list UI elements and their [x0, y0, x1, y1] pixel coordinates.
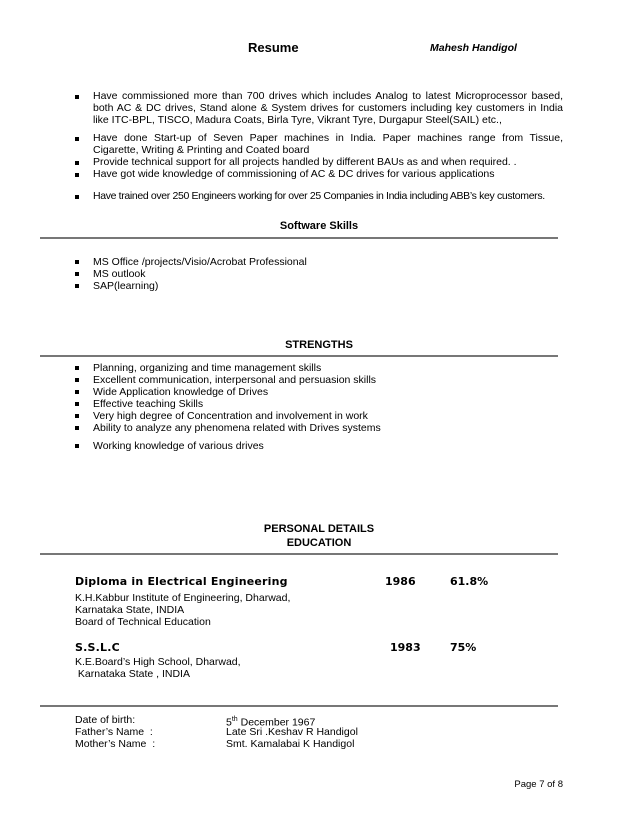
- bullet-icon: [75, 444, 79, 448]
- strengths-heading: STRENGTHS: [285, 339, 353, 351]
- bullet-icon: [75, 284, 79, 288]
- strengths-list: [75, 362, 555, 452]
- page-number: Page 7 of 8: [514, 779, 563, 790]
- mother-label: Mother’s Name :: [75, 738, 156, 750]
- dob-label: Date of birth:: [75, 714, 136, 726]
- list-item: Have trained over 250 Engineers working for over 25 Companies in India including ABB’s key customers.: [75, 190, 563, 202]
- list-item: Working knowledge of various drives: [75, 440, 555, 452]
- education-heading: EDUCATION: [286, 537, 352, 549]
- list-item: Have done Start-up of Seven Paper machines in India. Paper machines range from Tissue, Cigarette, Writing & Printing and Coated board: [75, 132, 563, 156]
- education-detail: Board of Technical Education: [75, 616, 211, 628]
- bullet-icon: [75, 272, 79, 276]
- education-detail: Karnataka State , INDIA: [75, 668, 190, 680]
- list-item: Excellent communication, interpersonal and persuasion skills: [75, 374, 555, 386]
- bullet-icon: [75, 402, 79, 406]
- list-item: Have commissioned more than 700 drives which includes Analog to latest Microprocessor based, both AC & DC drives, Stand alone & System drives for customers including key customers in India like ITC-BPL, TISCO, Madura Coats, Birla Tyre, Vikrant Tyre, Durgapur Steel(SAIL) etc.,: [75, 90, 563, 126]
- bullet-icon: [75, 366, 79, 370]
- section-divider: [40, 705, 558, 707]
- list-item: MS outlook: [75, 268, 555, 280]
- education-detail: K.H.Kabbur Institute of Engineering, Dharwad,: [75, 592, 291, 604]
- list-item: SAP(learning): [75, 280, 555, 292]
- father-value: Late Sri .Keshav R Handigol: [226, 726, 358, 738]
- bullet-icon: [75, 95, 79, 99]
- section-divider: [40, 355, 558, 357]
- list-item: Ability to analyze any phenomena related with Drives systems: [75, 422, 555, 434]
- bullet-icon: [75, 378, 79, 382]
- education-title: S.S.L.C: [75, 641, 120, 654]
- list-item: Wide Application knowledge of Drives: [75, 386, 555, 398]
- list-item: Provide technical support for all projects handled by different BAUs as and when required. .: [75, 156, 563, 168]
- bullet-icon: [75, 137, 79, 141]
- bullet-icon: [75, 426, 79, 430]
- personal-details-heading: PERSONAL DETAILS: [263, 523, 375, 535]
- author-name: Mahesh Handigol: [430, 42, 517, 54]
- section-divider: [40, 553, 558, 555]
- education-score: 61.8%: [450, 575, 489, 588]
- education-detail: Karnataka State, INDIA: [75, 604, 185, 616]
- list-item: Very high degree of Concentration and involvement in work: [75, 410, 555, 422]
- education-score: 75%: [450, 641, 477, 654]
- education-year: 1986: [385, 575, 416, 588]
- software-list: [75, 256, 555, 292]
- bullet-icon: [75, 390, 79, 394]
- page-title: Resume: [248, 40, 299, 55]
- list-item: Effective teaching Skills: [75, 398, 555, 410]
- dob-value: 5th December 1967: [226, 716, 316, 729]
- bullet-icon: [75, 161, 79, 165]
- software-skills-heading: Software Skills: [279, 220, 359, 232]
- bullet-icon: [75, 260, 79, 264]
- experience-list: [75, 90, 563, 202]
- list-item: MS Office /projects/Visio/Acrobat Professional: [75, 256, 555, 268]
- bullet-icon: [75, 414, 79, 418]
- education-year: 1983: [390, 641, 421, 654]
- section-divider: [40, 237, 558, 239]
- list-item: Planning, organizing and time management skills: [75, 362, 555, 374]
- education-title: Diploma in Electrical Engineering: [75, 575, 288, 588]
- education-detail: K.E.Board’s High School, Dharwad,: [75, 656, 241, 668]
- father-label: Father’s Name :: [75, 726, 153, 738]
- list-item: Have got wide knowledge of commissioning of AC & DC drives for various applications: [75, 168, 563, 180]
- mother-value: Smt. Kamalabai K Handigol: [226, 738, 355, 750]
- bullet-icon: [75, 195, 79, 199]
- bullet-icon: [75, 173, 79, 177]
